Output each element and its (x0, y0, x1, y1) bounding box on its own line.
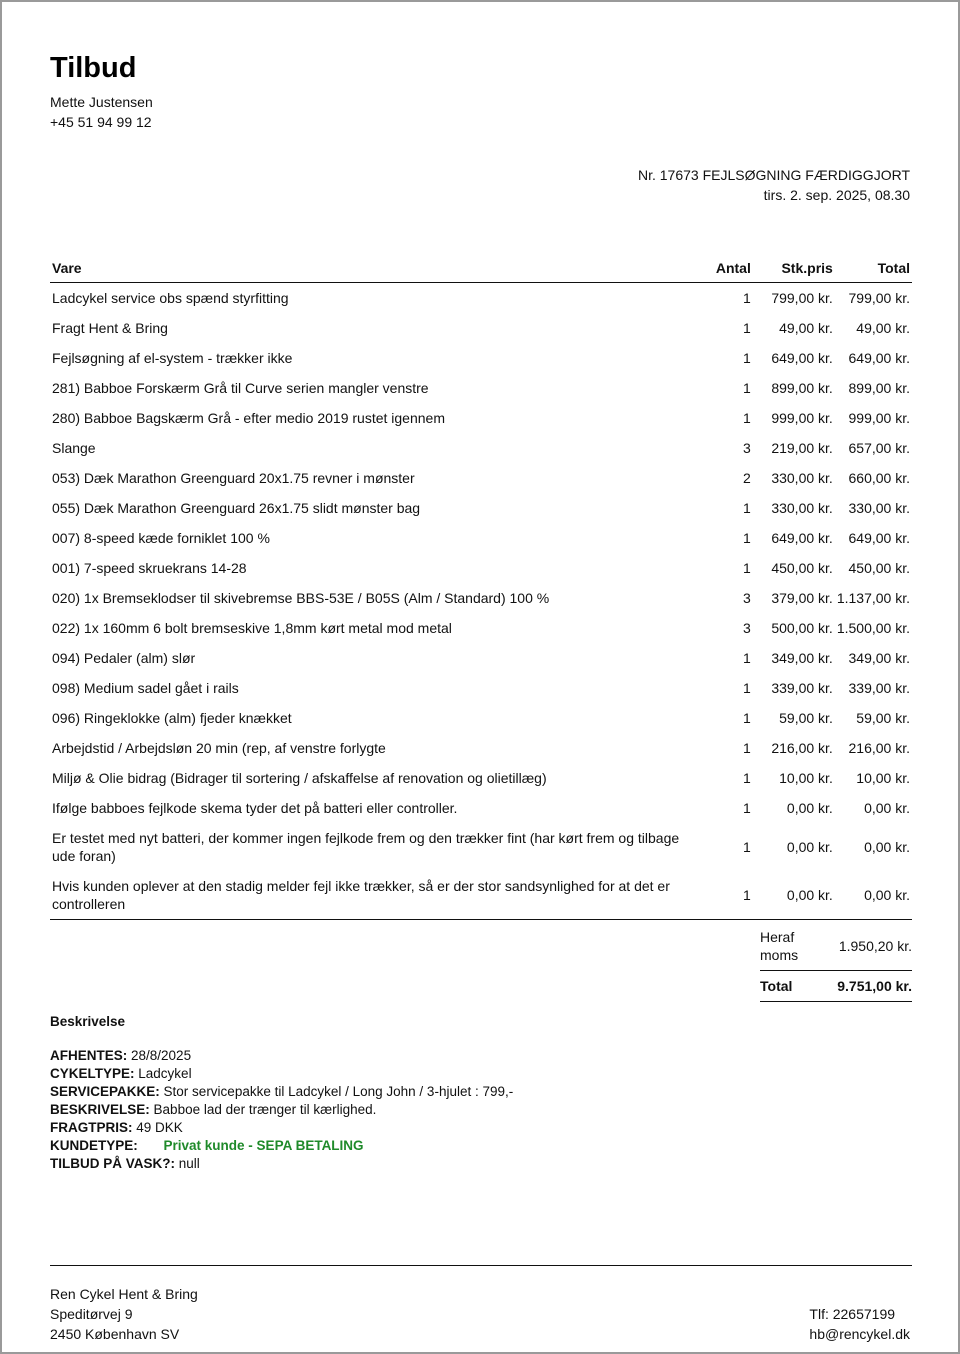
item-unit-price: 500,00 kr. (771, 620, 833, 636)
customer-name: Mette Justensen (50, 94, 153, 110)
item-unit-price: 450,00 kr. (771, 560, 833, 576)
table-row (50, 583, 912, 613)
item-quantity: 1 (743, 410, 751, 426)
servicepakke-label: SERVICEPAKKE: (50, 1084, 160, 1099)
item-unit-price: 0,00 kr. (753, 871, 835, 920)
kundetype-label: KUNDETYPE: (50, 1138, 138, 1153)
item-total: 0,00 kr. (864, 839, 910, 855)
item-description: 022) 1x 160mm 6 bolt bremseskive 1,8mm kørt metal mod metal (52, 620, 452, 636)
item-description: Arbejdstid / Arbejdsløn 20 min (rep, af venstre forlygte (52, 740, 386, 756)
item-unit-price: 649,00 kr. (771, 350, 833, 366)
item-quantity: 3 (743, 590, 751, 606)
item-quantity: 2 (743, 470, 751, 486)
footer-company: Ren Cykel Hent & Bring (50, 1286, 198, 1302)
vask-value: null (178, 1156, 200, 1171)
item-total: 649,00 kr. (848, 530, 910, 546)
afhentes-line (50, 1047, 513, 1065)
table-row (50, 643, 912, 673)
item-total: 339,00 kr. (848, 680, 910, 696)
footer-street: Speditørvej 9 (50, 1306, 133, 1322)
item-description: Er testet med nyt batteri, der kommer ingen fejlkode frem og den trækker fint (har kørt frem og tilbage ude foran) (52, 830, 680, 864)
item-quantity: 1 (743, 290, 751, 306)
item-quantity: 3 (743, 620, 751, 636)
moms-row (760, 926, 912, 966)
item-unit-price: 216,00 kr. (771, 740, 833, 756)
item-unit-price: 49,00 kr. (779, 320, 833, 336)
item-total: 657,00 kr. (848, 440, 910, 456)
customer-phone: +45 51 94 99 12 (50, 114, 152, 130)
item-unit-price: 649,00 kr. (771, 530, 833, 546)
description-section (50, 1014, 513, 1173)
item-quantity: 3 (743, 440, 751, 456)
item-quantity: 1 (743, 530, 751, 546)
item-description: 096) Ringeklokke (alm) fjeder knækket (52, 710, 292, 726)
item-total: 49,00 kr. (856, 320, 910, 336)
item-unit-price: 379,00 kr. (771, 590, 833, 606)
item-unit-price: 799,00 kr. (771, 290, 833, 306)
kundetype-line (50, 1137, 513, 1155)
items-table (50, 256, 912, 920)
item-total: 1.137,00 kr. (836, 590, 910, 606)
item-unit-price: 0,00 kr. (786, 839, 833, 855)
column-header-total: Total (835, 256, 912, 283)
item-total: 1.500,00 kr. (836, 620, 910, 636)
item-description: Fragt Hent & Bring (52, 320, 168, 336)
item-quantity: 1 (743, 710, 751, 726)
description-heading: Beskrivelse (50, 1014, 126, 1029)
item-total: 450,00 kr. (848, 560, 910, 576)
item-quantity: 1 (743, 320, 751, 336)
item-description: 281) Babboe Forskærm Grå til Curve serien mangler venstre (52, 380, 429, 396)
item-description: Hvis kunden oplever at den stadig melder fejl ikke trækker, så er der stor sandsynlighed for at det er controlleren (50, 871, 707, 920)
item-quantity: 1 (743, 680, 751, 696)
item-unit-price: 330,00 kr. (771, 470, 833, 486)
total-label: Total (760, 978, 793, 994)
table-row (50, 703, 912, 733)
table-row (50, 373, 912, 403)
afhentes-label: AFHENTES: (50, 1048, 128, 1063)
moms-label: Heraf moms (760, 929, 799, 963)
item-quantity: 1 (743, 770, 751, 786)
column-header-vare: Vare (50, 256, 707, 283)
item-quantity: 1 (743, 560, 751, 576)
item-total: 10,00 kr. (856, 770, 910, 786)
vask-line (50, 1155, 513, 1173)
item-description: 098) Medium sadel gået i rails (52, 680, 239, 696)
item-description: Ladcykel service obs spænd styrfitting (52, 290, 289, 306)
item-total: 349,00 kr. (848, 650, 910, 666)
table-row (50, 763, 912, 793)
column-header-stkpris: Stk.pris (753, 256, 835, 283)
afhentes-value: 28/8/2025 (131, 1048, 192, 1063)
table-row (50, 433, 912, 463)
item-description: 094) Pedaler (alm) slør (52, 650, 196, 666)
cykeltype-line (50, 1065, 513, 1083)
items-body (50, 283, 912, 920)
item-unit-price: 59,00 kr. (779, 710, 833, 726)
table-row (50, 823, 912, 871)
table-row (50, 283, 912, 314)
servicepakke-value: Stor servicepakke til Ladcykel / Long John / 3-hjulet : 799,- (163, 1084, 514, 1099)
table-row (50, 523, 912, 553)
footer-email: hb@rencykel.dk (809, 1326, 910, 1342)
table-row (50, 793, 912, 823)
item-description: Miljø & Olie bidrag (Bidrager til sortering / afskaffelse af renovation og olietillæg) (52, 770, 547, 786)
total-value: 9.751,00 kr. (837, 978, 912, 994)
item-description: Ifølge babboes fejlkode skema tyder det på batteri eller controller. (52, 800, 458, 816)
item-total: 216,00 kr. (848, 740, 910, 756)
item-description: 055) Dæk Marathon Greenguard 26x1.75 slidt mønster bag (52, 500, 421, 516)
order-reference (638, 165, 910, 205)
table-row (50, 313, 912, 343)
fragtpris-line (50, 1119, 513, 1137)
item-description: Slange (52, 440, 96, 456)
item-total: 799,00 kr. (848, 290, 910, 306)
footer-divider (50, 1265, 912, 1266)
item-unit-price: 899,00 kr. (771, 380, 833, 396)
item-quantity: 1 (743, 740, 751, 756)
item-total: 649,00 kr. (848, 350, 910, 366)
beskrivelse-label: BESKRIVELSE: (50, 1102, 150, 1117)
cykeltype-value: Ladcykel (138, 1066, 192, 1081)
table-row (50, 463, 912, 493)
table-row (50, 613, 912, 643)
table-row (50, 553, 912, 583)
beskrivelse-line (50, 1101, 513, 1119)
item-total: 660,00 kr. (848, 470, 910, 486)
servicepakke-line (50, 1083, 513, 1101)
item-unit-price: 339,00 kr. (771, 680, 833, 696)
beskrivelse-value: Babboe lad der trænger til kærlighed. (153, 1102, 377, 1117)
item-total: 59,00 kr. (856, 710, 910, 726)
fragtpris-value: 49 DKK (136, 1120, 183, 1135)
item-description: 001) 7-speed skruekrans 14-28 (52, 560, 247, 576)
footer-contact (809, 1304, 910, 1344)
item-description: Fejlsøgning af el-system - trækker ikke (52, 350, 293, 366)
item-quantity: 1 (743, 839, 751, 855)
footer-city: 2450 København SV (50, 1326, 180, 1342)
item-quantity: 1 (743, 350, 751, 366)
item-quantity: 1 (707, 871, 753, 920)
moms-value: 1.950,20 kr. (838, 938, 912, 954)
column-header-antal: Antal (707, 256, 753, 283)
item-total: 899,00 kr. (848, 380, 910, 396)
item-description: 020) 1x Bremseklodser til skivebremse BBS-53E / B05S (Alm / Standard) 100 % (52, 590, 550, 606)
item-quantity: 1 (743, 380, 751, 396)
table-header-row (50, 256, 912, 283)
item-description: 007) 8-speed kæde forniklet 100 % (52, 530, 270, 546)
order-date: tirs. 2. sep. 2025, 08.30 (763, 187, 910, 203)
totals-block (760, 926, 912, 1002)
item-description: 280) Babboe Bagskærm Grå - efter medio 2019 rustet igennem (52, 410, 445, 426)
order-number: Nr. 17673 FEJLSØGNING FÆRDIGGJORT (637, 167, 910, 183)
item-description: 053) Dæk Marathon Greenguard 20x1.75 revner i mønster (52, 470, 415, 486)
item-total: 0,00 kr. (835, 871, 912, 920)
item-unit-price: 219,00 kr. (771, 440, 833, 456)
table-row (50, 871, 912, 920)
table-row (50, 403, 912, 433)
footer-address (50, 1284, 198, 1344)
footer-phone: Tlf: 22657199 (809, 1306, 896, 1322)
page-title: Tilbud (50, 52, 137, 84)
item-quantity: 1 (743, 800, 751, 816)
item-total: 0,00 kr. (864, 800, 910, 816)
table-row (50, 343, 912, 373)
cykeltype-label: CYKELTYPE: (50, 1066, 135, 1081)
total-row (760, 970, 912, 1002)
item-unit-price: 999,00 kr. (771, 410, 833, 426)
item-quantity: 1 (743, 650, 751, 666)
item-total: 999,00 kr. (848, 410, 910, 426)
item-unit-price: 10,00 kr. (779, 770, 833, 786)
item-unit-price: 330,00 kr. (771, 500, 833, 516)
item-total: 330,00 kr. (848, 500, 910, 516)
item-quantity: 1 (743, 500, 751, 516)
kundetype-value: Privat kunde - SEPA BETALING (163, 1138, 364, 1153)
item-unit-price: 349,00 kr. (771, 650, 833, 666)
table-row (50, 673, 912, 703)
vask-label: TILBUD PÅ VASK?: (50, 1156, 175, 1171)
table-row (50, 733, 912, 763)
item-unit-price: 0,00 kr. (786, 800, 833, 816)
table-row (50, 493, 912, 523)
fragtpris-label: FRAGTPRIS: (50, 1120, 133, 1135)
customer-contact (50, 92, 153, 132)
